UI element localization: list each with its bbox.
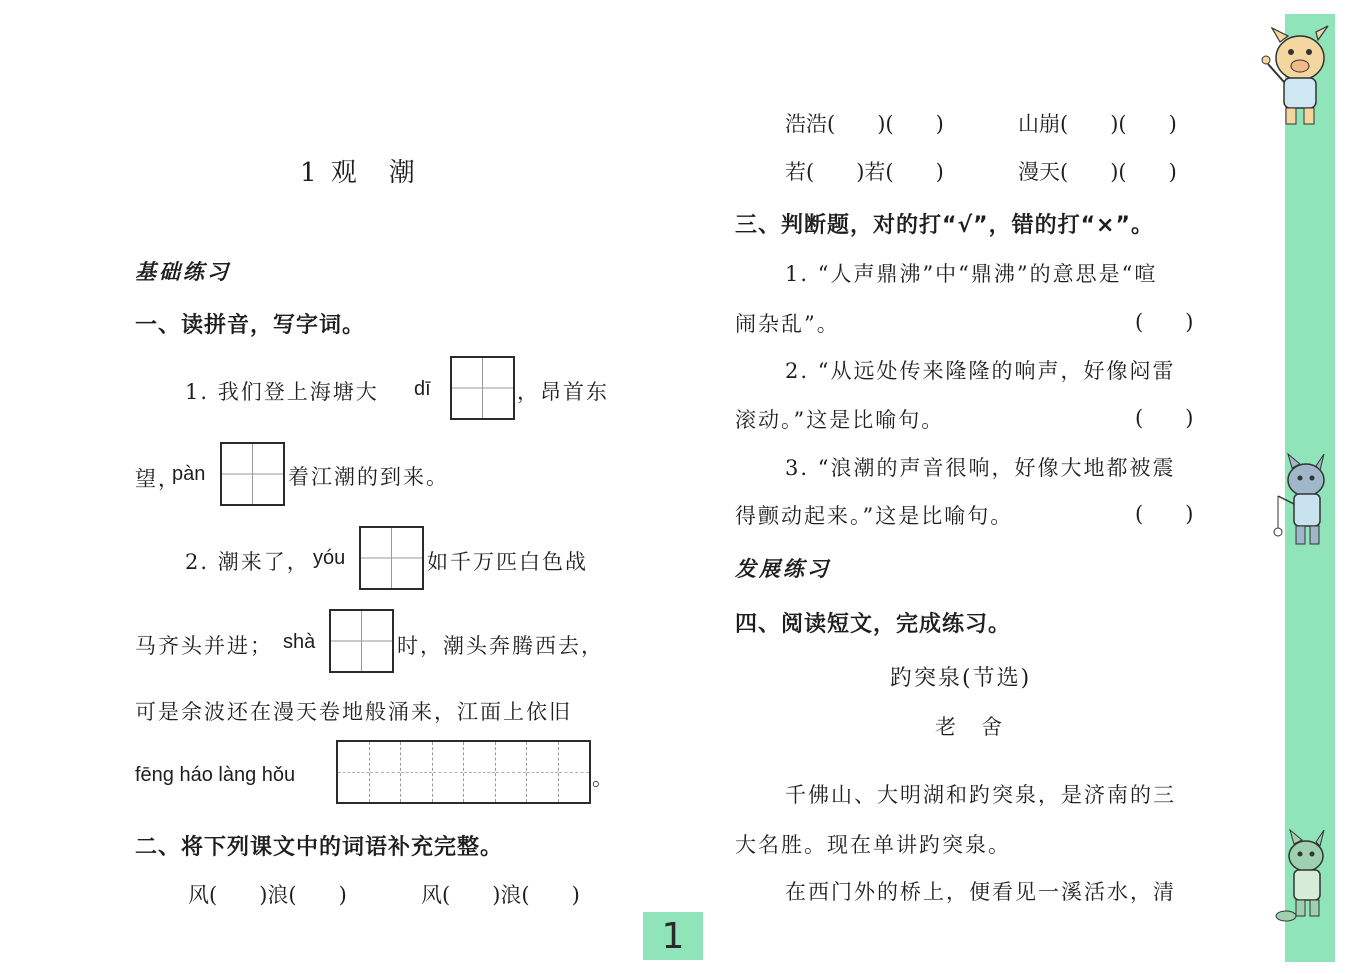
- writing-cell[interactable]: [527, 742, 559, 802]
- q1-2-text-a: 2. 潮来了，: [185, 550, 310, 574]
- question-4-heading: 四、阅读短文，完成练习。: [735, 612, 1012, 637]
- writing-cell[interactable]: [496, 742, 528, 802]
- answer-paren-2[interactable]: ( ): [1135, 406, 1194, 430]
- q3-1-text-a: 1. “人声鼎沸”中“鼎沸”的意思是“喧: [785, 262, 1158, 286]
- question-1-heading: 一、读拼音，写字词。: [135, 313, 366, 338]
- section-basic-practice: 基础练习: [135, 260, 231, 284]
- question-2-heading: 二、将下列课文中的词语补充完整。: [135, 835, 504, 860]
- writing-cell[interactable]: [433, 742, 465, 802]
- writing-cell[interactable]: [401, 742, 433, 802]
- pig-cartoon-icon: [1258, 16, 1338, 131]
- passage-author: 老 舍: [935, 715, 1004, 739]
- q2-row1-a: 风( )浪( ): [188, 883, 347, 907]
- q1-2-pinyin-fenghaolanghou: fēng háo làng hǒu: [135, 764, 296, 786]
- passage-title: 趵突泉(节选): [890, 666, 1032, 691]
- writing-cell[interactable]: [559, 742, 590, 802]
- q3-2-text-b: 滚动。”这是比喻句。: [735, 408, 945, 432]
- page-number: 1: [643, 912, 703, 960]
- writing-grid-fenghaolanghou[interactable]: [336, 740, 591, 804]
- answer-paren-3[interactable]: ( ): [1135, 502, 1194, 526]
- question-3-heading: 三、判断题，对的打“√”，错的打“×”。: [735, 213, 1154, 238]
- q1-1-text-c: 望，: [135, 467, 181, 491]
- page-title: 1 观 潮: [300, 158, 418, 188]
- passage-p1-b: 大名胜。现在单讲趵突泉。: [735, 833, 1011, 857]
- q3-1-text-b: 闹杂乱”。: [735, 312, 840, 336]
- q3-3-text-b: 得颤动起来。”这是比喻句。: [735, 504, 1014, 528]
- writing-cell[interactable]: [338, 742, 370, 802]
- writing-box-sha[interactable]: [329, 609, 394, 673]
- writing-cell[interactable]: [464, 742, 496, 802]
- q2-row2-b: 山崩( )( ): [1018, 112, 1177, 136]
- q1-1-text-a: 1. 我们登上海塘大: [185, 380, 379, 404]
- q2-row3-b: 漫天( )( ): [1018, 160, 1177, 184]
- q1-2-text-c: 马齐头并进；: [135, 634, 273, 658]
- writing-box-di[interactable]: [450, 356, 515, 420]
- q1-2-period: 。: [592, 766, 615, 790]
- q2-row2-a: 浩浩( )( ): [785, 112, 944, 136]
- q1-1-pinyin-pan: pàn: [172, 463, 206, 485]
- q1-2-text-d: 时，潮头奔腾西去，: [397, 634, 604, 658]
- q3-3-text-a: 3. “浪潮的声音很响，好像大地都被震: [785, 456, 1176, 480]
- q1-1-pinyin-di: dī: [414, 378, 431, 400]
- q1-2-text-e: 可是余波还在漫天卷地般涌来，江面上依旧: [135, 700, 572, 724]
- q1-2-text-b: 如千万匹白色战: [427, 550, 588, 574]
- writing-box-you[interactable]: [359, 526, 424, 590]
- passage-p2-a: 在西门外的桥上，便看见一溪活水，清: [785, 880, 1176, 904]
- q3-2-text-a: 2. “从远处传来隆隆的响声，好像闷雷: [785, 359, 1176, 383]
- q1-1-text-d: 着江潮的到来。: [288, 465, 449, 489]
- q1-1-text-b: ，昂首东: [517, 380, 609, 404]
- answer-paren-1[interactable]: ( ): [1135, 310, 1194, 334]
- wolf-cartoon-icon: [1268, 452, 1338, 552]
- q1-2-pinyin-you: yóu: [313, 547, 346, 569]
- q1-2-pinyin-sha: shà: [283, 631, 316, 653]
- q2-row1-b: 风( )浪( ): [421, 883, 580, 907]
- writing-box-pan[interactable]: [220, 442, 285, 506]
- section-develop-practice: 发展练习: [735, 557, 831, 581]
- writing-cell[interactable]: [370, 742, 402, 802]
- passage-p1-a: 千佛山、大明湖和趵突泉，是济南的三: [785, 783, 1176, 807]
- q2-row3-a: 若( )若( ): [785, 160, 944, 184]
- fox-cartoon-icon: [1272, 826, 1338, 926]
